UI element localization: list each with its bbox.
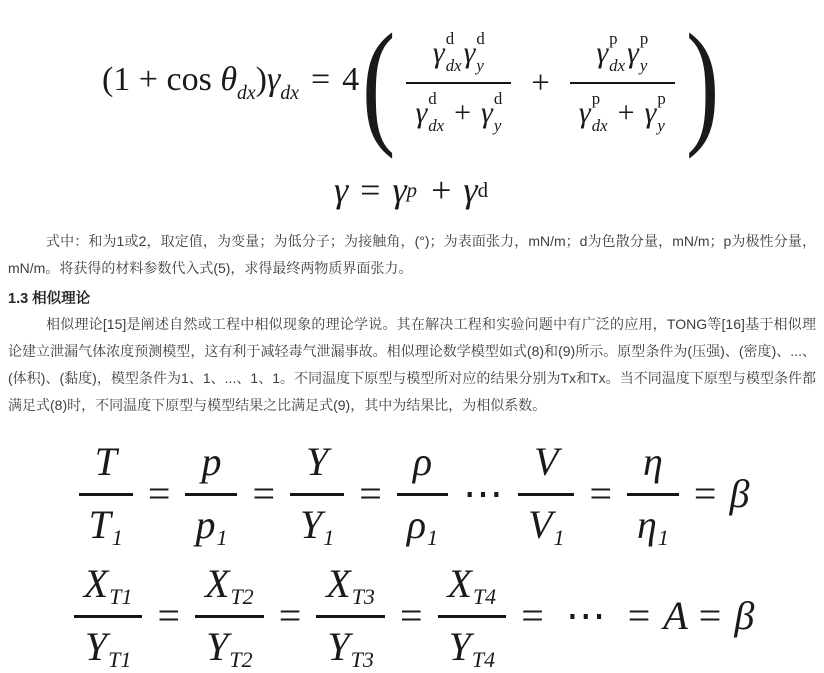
math-token: Y <box>206 624 229 669</box>
gamma-symbol: γ <box>463 36 476 69</box>
document-page <box>0 5 824 673</box>
fraction-numerator: η <box>643 439 663 484</box>
subscript: 1 <box>216 525 228 551</box>
math-token: Y <box>327 624 350 669</box>
gamma-subscript: dx <box>280 81 299 104</box>
subscript: dx <box>445 56 462 76</box>
fraction <box>397 438 448 551</box>
coefficient: 4 <box>342 61 360 99</box>
fraction-denominator <box>406 84 511 135</box>
fraction-dispersive <box>406 31 511 135</box>
fraction <box>79 438 133 551</box>
fraction-denominator <box>196 618 263 673</box>
equals-sign: = <box>693 470 717 516</box>
plus-sign: + <box>531 64 550 101</box>
fraction-denominator <box>570 84 675 135</box>
gamma-term <box>627 31 648 75</box>
math-token: V <box>528 502 553 547</box>
equals-sign: = <box>360 170 381 210</box>
fraction-numerator <box>587 31 657 82</box>
subscript: y <box>476 56 484 76</box>
fraction-denominator <box>397 496 448 551</box>
fraction-numerator: Y <box>306 439 329 484</box>
math-token: (1 + cos <box>101 61 221 99</box>
fraction-numerator <box>316 560 385 615</box>
subscript: dx <box>428 116 445 136</box>
equals-sign: = <box>359 470 382 516</box>
fraction-denominator <box>627 496 679 551</box>
gamma-symbol: γ <box>415 96 428 129</box>
fraction-denominator <box>185 496 237 551</box>
plus-sign: + <box>617 96 635 129</box>
fraction-denominator <box>290 496 344 551</box>
fraction <box>290 438 344 551</box>
math-token: X <box>326 561 351 606</box>
fraction-denominator <box>439 618 506 673</box>
cdots-sign: ⋯ <box>565 592 606 638</box>
superscript: p <box>657 89 666 108</box>
math-token: ρ <box>406 502 427 547</box>
supsub <box>476 31 484 75</box>
subscript: T1 <box>109 584 133 610</box>
fraction <box>438 560 507 673</box>
fraction-numerator <box>195 560 264 615</box>
gamma-term <box>579 91 608 135</box>
fraction-denominator <box>75 618 142 673</box>
fraction-numerator <box>424 31 494 82</box>
equals-sign: = <box>310 61 331 99</box>
math-token: ) <box>255 61 267 99</box>
supsub <box>494 91 502 135</box>
supsub <box>592 91 608 135</box>
gamma-symbol: γ <box>432 36 445 69</box>
subscript: y <box>493 116 502 136</box>
math-token: η <box>637 502 657 547</box>
gamma-symbol: γ <box>578 96 591 129</box>
fraction-polar <box>570 31 675 135</box>
beta-symbol: β <box>734 592 755 638</box>
subscript: T3 <box>351 584 375 610</box>
superscript: d <box>428 89 437 108</box>
superscript: p <box>591 89 601 108</box>
subscript: dx <box>591 116 608 136</box>
gamma-term <box>433 31 462 75</box>
subscript: dx <box>609 56 626 76</box>
equals-sign: = <box>589 470 613 516</box>
subscript: y <box>657 116 665 136</box>
supsub <box>446 31 462 75</box>
fraction-denominator <box>518 496 574 551</box>
supsub <box>657 91 665 135</box>
equation-similarity-ratios <box>0 433 824 553</box>
fraction-numerator <box>74 560 143 615</box>
gamma-symbol: γ <box>481 96 493 129</box>
math-token: X <box>205 561 230 606</box>
gamma-symbol: γ <box>333 170 349 210</box>
superscript: d <box>476 29 485 48</box>
fraction <box>518 438 574 551</box>
gamma-term <box>644 91 665 135</box>
equation-interfacial-tension: $(1 + \cos \theta_{dx})\gamma_{dx} = 4$ ( γ d dx γ d y γ d dx + γ d y + γ p dx γ p y γ p dx + γ p y ) <box>101 5 720 160</box>
subscript: y <box>639 56 648 76</box>
subscript: 1 <box>323 525 335 551</box>
plus-sign: + <box>431 170 452 210</box>
equals-sign: = <box>147 470 171 516</box>
math-token: Y <box>448 624 471 669</box>
math-token: T <box>88 502 111 547</box>
superscript: p <box>609 29 618 48</box>
gamma-term <box>596 31 625 75</box>
subscript: 1 <box>553 525 565 551</box>
superscript: p <box>639 29 649 48</box>
equals-sign: = <box>157 592 180 638</box>
superscript: d <box>445 29 455 48</box>
fraction-numerator: T <box>94 439 117 484</box>
equals-sign: = <box>627 592 651 638</box>
equals-sign: = <box>521 592 544 638</box>
plus-sign: + <box>454 96 472 129</box>
equation-surface-tension-sum <box>0 164 824 216</box>
fraction-numerator: ρ <box>412 439 433 484</box>
equation-similarity-results <box>0 557 824 673</box>
fraction <box>74 560 143 673</box>
math-token: X <box>447 561 472 606</box>
text-block <box>0 228 824 419</box>
fraction <box>627 438 679 551</box>
subscript: T2 <box>229 647 253 673</box>
subscript: 1 <box>111 525 123 551</box>
subscript: T4 <box>471 647 496 673</box>
math-token: X <box>83 561 109 606</box>
subscript: T3 <box>350 647 374 673</box>
gamma-term <box>415 91 444 135</box>
theta-subscript: dx <box>237 81 256 104</box>
gamma-symbol: γ <box>463 170 478 210</box>
subscript: 1 <box>427 525 439 551</box>
math-token: p <box>195 502 216 547</box>
equals-sign: = <box>399 592 423 638</box>
superscript: d <box>493 89 503 108</box>
beta-symbol: β <box>729 470 750 516</box>
gamma-symbol: γ <box>596 36 609 69</box>
paragraph-equation-notes: 式中：和为1或2，取定值，为变量；为低分子；为接触角，(°)；为表面张力，mN/m；d为色散分量，mN/m；p为极性分量，mN/m。将获得的材料参数代入式(5)，求得最终两物质界面张力。 <box>8 233 816 276</box>
A-symbol: A <box>663 592 688 638</box>
superscript: d <box>477 177 489 202</box>
subscript: T2 <box>230 584 254 610</box>
gamma-symbol: γ <box>266 61 281 99</box>
theta-symbol: θ <box>220 61 238 99</box>
cdots-sign: ⋯ <box>463 470 504 516</box>
supsub <box>428 91 444 135</box>
supsub <box>640 31 648 75</box>
equals-sign: = <box>278 592 302 638</box>
gamma-symbol: γ <box>392 170 407 210</box>
superscript: p <box>406 177 418 202</box>
fraction <box>185 438 237 551</box>
fraction-numerator: V <box>534 439 559 484</box>
fraction-numerator: p <box>201 439 222 484</box>
fraction <box>316 560 385 673</box>
subscript: 1 <box>657 525 669 551</box>
fraction <box>195 560 264 673</box>
paragraph-similarity-theory: 相似理论[15]是阐述自然或工程中相似现象的理论学说。其在解决工程和实验问题中有广泛的应用，TONG等[16]基于相似理论建立泄漏气体浓度预测模型，这有利于减轻毒气泄漏事故。相似理论数学模型如式(8)和(9)所示。原型条件为(压强)、(密度)、...、(体积)、(黏度)，模型条件为1、1、...、1、1。不同温度下原型与模型所对应的结果分别为Tx和Tx。当不同温度下原型与模型条件都满足式(8)时，不同温度下原型与模型结果之比满足式(9)，其中为结果比，为相似系数。 <box>8 316 816 413</box>
equation-lhs <box>102 61 359 105</box>
fraction-numerator <box>438 560 507 615</box>
equals-sign: = <box>698 592 722 638</box>
supsub <box>609 31 625 75</box>
fraction-denominator <box>317 618 384 673</box>
gamma-term <box>481 91 502 135</box>
fraction-denominator <box>79 496 133 551</box>
equals-sign: = <box>252 470 276 516</box>
subscript: T4 <box>472 584 497 610</box>
section-heading-similarity-theory: 1.3 相似理论 <box>8 291 91 307</box>
math-token: Y <box>84 624 108 669</box>
subscript: T1 <box>108 647 132 673</box>
math-token: Y <box>300 502 323 547</box>
gamma-symbol: γ <box>627 36 639 69</box>
gamma-term <box>464 31 485 75</box>
gamma-symbol: γ <box>644 96 657 129</box>
